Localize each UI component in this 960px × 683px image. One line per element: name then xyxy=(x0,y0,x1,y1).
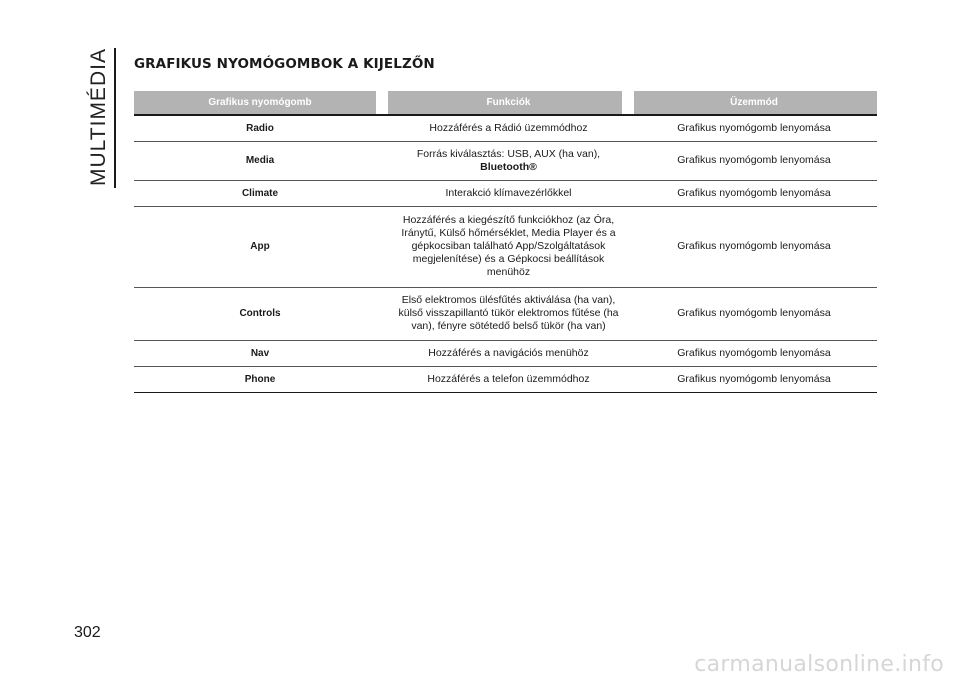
table-header-row xyxy=(134,91,877,115)
button-name-cell: Nav xyxy=(134,340,386,366)
table-row xyxy=(134,206,877,287)
mode-cell: Grafikus nyomógomb lenyomása xyxy=(631,115,877,141)
page-number: 302 xyxy=(74,624,101,641)
button-name-cell: App xyxy=(134,206,386,287)
mode-cell: Grafikus nyomógomb lenyomása xyxy=(631,366,877,392)
mode-cell: Grafikus nyomógomb lenyomása xyxy=(631,340,877,366)
mode-cell: Grafikus nyomógomb lenyomása xyxy=(631,287,877,340)
header-functions xyxy=(386,91,631,115)
header-label: Funkciók xyxy=(486,97,531,108)
header-label: Üzemmód xyxy=(730,97,778,108)
chapter-divider-rule xyxy=(114,48,116,188)
button-name-cell: Controls xyxy=(134,287,386,340)
mode-cell: Grafikus nyomógomb lenyomása xyxy=(631,180,877,206)
mode-cell: Grafikus nyomógomb lenyomása xyxy=(631,141,877,180)
button-name-cell: Climate xyxy=(134,180,386,206)
table-row xyxy=(134,115,877,141)
function-text: Forrás kiválasztás: USB, AUX (ha van), xyxy=(416,147,601,160)
chapter-side-title-text: MULTIMÉDIA xyxy=(87,48,110,186)
mode-cell: Grafikus nyomógomb lenyomása xyxy=(631,206,877,287)
table-row xyxy=(134,340,877,366)
function-text-bold: Bluetooth® xyxy=(480,160,537,173)
button-name-cell: Radio xyxy=(134,115,386,141)
function-cell: Interakció klímavezérlőkkel xyxy=(386,180,631,206)
function-cell: Hozzáférés a telefon üzemmódhoz xyxy=(386,366,631,392)
header-mode xyxy=(631,91,877,115)
chapter-side-title xyxy=(86,50,112,186)
button-name-cell: Phone xyxy=(134,366,386,392)
graphic-buttons-table xyxy=(134,91,877,393)
function-cell xyxy=(386,141,631,180)
function-cell: Első elektromos ülésfűtés aktiválása (ha van), külső visszapillantó tükör elektromos fűtése (ha van), fényre sötétedő belső tükör (ha van) xyxy=(386,287,631,340)
header-graphic-button xyxy=(134,91,386,115)
function-cell: Hozzáférés a Rádió üzemmódhoz xyxy=(386,115,631,141)
watermark-text: carmanualsonline.info xyxy=(694,652,944,677)
table-row xyxy=(134,180,877,206)
header-label: Grafikus nyomógomb xyxy=(208,97,312,108)
graphic-buttons-table-container xyxy=(134,91,877,393)
section-heading: GRAFIKUS NYOMÓGOMBOK A KIJELZŐN xyxy=(134,56,435,72)
table-row xyxy=(134,287,877,340)
button-name-cell: Media xyxy=(134,141,386,180)
function-cell: Hozzáférés a navigációs menühöz xyxy=(386,340,631,366)
table-row xyxy=(134,141,877,180)
function-cell: Hozzáférés a kiegészítő funkciókhoz (az Óra, Iránytű, Külső hőmérséklet, Media Player és a gépkocsiban található App/Szolgáltatások megjelenítése) és a Gépkocsi beállítások menühöz xyxy=(386,206,631,287)
table-row xyxy=(134,366,877,392)
